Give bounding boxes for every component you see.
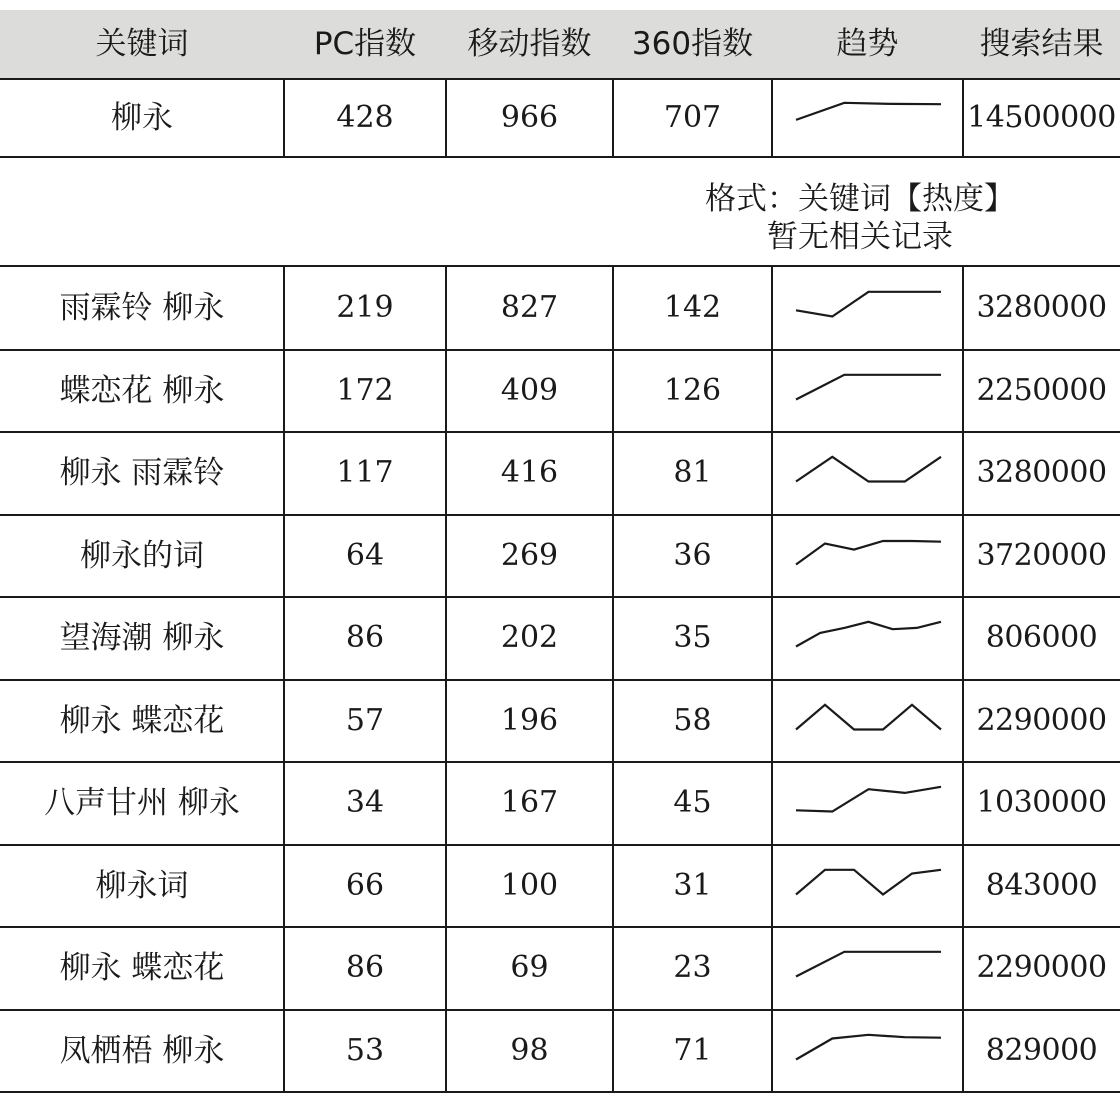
grid-horizontal-line [0,78,1120,80]
cell-keyword: 雨霖铃 柳永 [59,290,225,326]
cell-results: 3720000 [976,537,1107,573]
cell-mobile: 966 [500,100,559,135]
cell-results: 843000 [985,867,1098,903]
cell-mobile: 827 [500,290,559,325]
grid-vertical-line [283,267,285,1092]
cell-i360: 71 [673,1032,712,1068]
grid-horizontal-line [0,844,1120,846]
trend-line [796,292,941,317]
cell-keyword: 柳永的词 [80,537,204,574]
trend-line [796,1034,941,1059]
cell-mobile: 416 [500,455,559,490]
grid-horizontal-line [0,514,1120,516]
cell-pc: 53 [345,1032,385,1068]
cell-keyword: 凤栖梧 柳永 [59,1032,225,1069]
cell-results: 1030000 [976,785,1107,820]
trend-line [796,103,941,120]
cell-pc: 117 [336,455,394,490]
cell-mobile: 196 [500,702,559,738]
header-mobile-index: 移动指数 [467,26,592,62]
cell-keyword: 柳永 蝶恋花 [59,702,225,739]
cell-keyword: 柳永 蝶恋花 [59,950,225,986]
cell-i360: 23 [673,950,712,985]
grid-horizontal-line [0,431,1120,433]
grid-vertical-line [962,267,964,1092]
cell-i360: 35 [673,620,712,655]
format-note: 格式：关键词【热度】 [705,181,1015,217]
trend-sparkline [772,267,963,350]
cell-i360: 142 [663,290,722,325]
cell-i360: 45 [673,785,712,820]
trend-sparkline [772,845,963,928]
cell-pc: 86 [345,620,385,655]
cell-i360: 126 [663,372,722,408]
cell-i360: 707 [663,100,722,135]
grid-horizontal-line [0,926,1120,928]
cell-results: 2290000 [976,950,1107,985]
grid-vertical-line [771,80,773,157]
cell-pc: 64 [345,537,385,573]
cell-results: 3280000 [976,290,1107,325]
cell-mobile: 269 [500,537,559,573]
cell-results: 2290000 [976,702,1107,738]
cell-i360: 58 [673,702,712,738]
cell-mobile: 100 [500,867,559,903]
grid-vertical-line [612,267,614,1092]
trend-sparkline [772,597,963,680]
grid-horizontal-line [0,679,1120,681]
grid-horizontal-line [0,156,1120,158]
cell-results: 14500000 [967,100,1116,135]
grid-vertical-line [445,80,447,157]
cell-mobile: 202 [500,620,559,655]
cell-pc: 57 [345,702,385,738]
grid-horizontal-line [0,761,1120,763]
grid-horizontal-line [0,265,1120,267]
grid-horizontal-line [0,596,1120,598]
trend-line [796,952,941,977]
grid-vertical-line [283,80,285,157]
cell-pc: 86 [345,950,385,985]
trend-line [796,457,941,482]
cell-mobile: 98 [510,1032,549,1068]
cell-results: 3280000 [976,455,1107,490]
grid-vertical-line [771,267,773,1092]
trend-sparkline [772,1010,963,1093]
cell-keyword: 蝶恋花 柳永 [59,372,225,409]
cell-i360: 31 [673,867,712,903]
header-search-results: 搜索结果 [979,26,1104,62]
cell-pc: 172 [336,372,394,408]
cell-keyword: 望海潮 柳永 [59,620,225,656]
header-keyword: 关键词 [95,26,189,62]
grid-horizontal-line [0,349,1120,351]
grid-vertical-line [962,80,964,157]
trend-line [796,704,941,729]
cell-keyword: 八声甘州 柳永 [44,785,240,821]
cell-keyword: 柳永词 [95,867,189,904]
cell-pc: 428 [336,100,394,135]
cell-pc: 219 [336,290,394,325]
trend-sparkline [772,80,963,156]
cell-i360: 81 [673,455,712,490]
trend-sparkline [772,680,963,763]
cell-mobile: 409 [500,372,559,408]
trend-sparkline [772,927,963,1010]
cell-i360: 36 [673,537,712,573]
trend-sparkline [772,432,963,515]
no-records-note: 暂无相关记录 [767,219,953,255]
trend-line [796,869,941,894]
trend-sparkline [772,515,963,598]
cell-results: 806000 [985,620,1098,655]
cell-results: 829000 [985,1032,1098,1068]
trend-line [796,374,941,399]
header-360-index: 360指数 [631,26,754,62]
trend-sparkline [772,762,963,845]
cell-pc: 66 [345,867,385,903]
cell-pc: 34 [345,785,385,820]
cell-mobile: 69 [510,950,549,985]
cell-mobile: 167 [500,785,559,820]
grid-vertical-line [612,80,614,157]
grid-horizontal-line [0,1091,1120,1093]
cell-keyword: 柳永 [111,100,173,136]
trend-sparkline [772,350,963,433]
grid-vertical-line [445,267,447,1092]
header-pc-index: PC指数 [313,26,417,62]
trend-line [796,541,941,565]
cell-keyword: 柳永 雨霖铃 [59,455,225,491]
header-trend: 趋势 [836,26,899,62]
cell-results: 2250000 [976,372,1107,408]
trend-line [796,622,941,647]
grid-horizontal-line [0,1009,1120,1011]
trend-line [796,787,941,812]
